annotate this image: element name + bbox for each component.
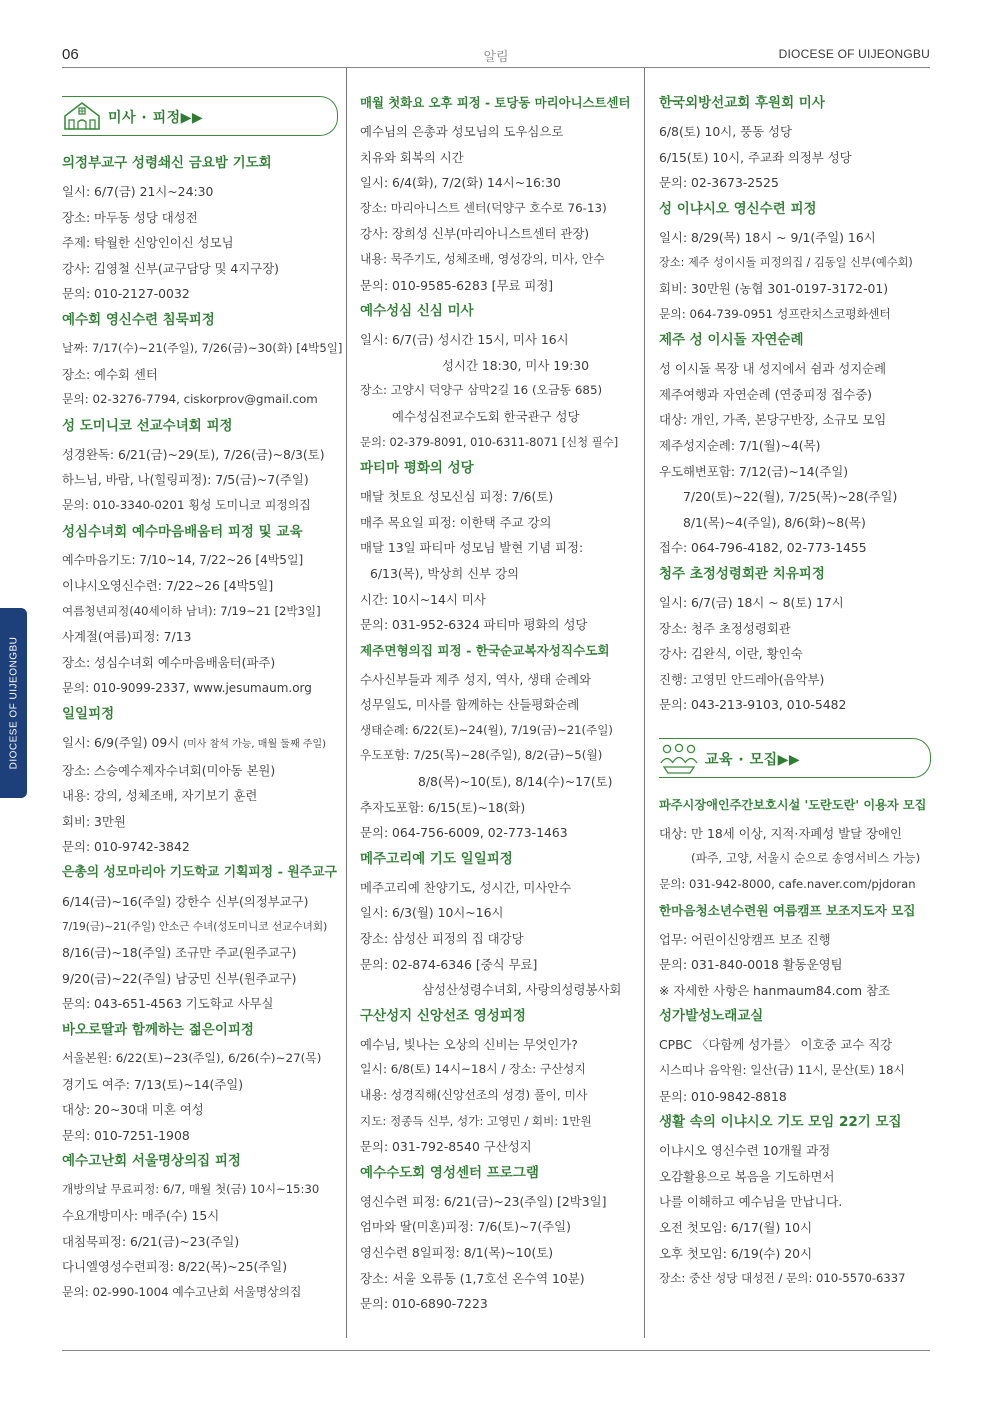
- notice-line: 오전 첫모임: 6/17(월) 10시: [659, 1220, 813, 1235]
- notice-item: [360, 848, 636, 1003]
- notice-line: 매달 13일 파티마 성모님 발현 기념 피정:: [360, 540, 584, 556]
- notice-line: 예수마음기도: 7/10~14, 7/22~26 [4박5일]: [62, 552, 304, 567]
- notice-line: 8/16(금)~18(주일) 조규만 주교(원주교구): [62, 945, 297, 961]
- notice-line: 문의: 02-379-8091, 010-6311-8071 [신청 필수]: [360, 434, 619, 449]
- notice-item: [659, 794, 931, 898]
- notice-line: (파주, 고양, 서울시 순으로 송영서비스 가능): [691, 851, 921, 866]
- notice-item: [62, 862, 338, 1017]
- notice-line: 6/13(목), 박상희 신부 강의: [370, 565, 520, 581]
- notice-line: 6/8(토) 10시, 풍동 성당: [659, 124, 792, 139]
- notice-line: 일시: 6/8(토) 14시~18시 / 장소: 구산성지: [360, 1062, 586, 1077]
- notice-title: 예수회 영신수련 침묵피정: [62, 311, 215, 328]
- notice-line: 문의: 031-942-8000, cafe.naver.com/pjdoran: [659, 877, 916, 892]
- notice-item: [62, 703, 338, 860]
- notice-line: 오후 첫모임: 6/19(수) 20시: [659, 1245, 813, 1261]
- notice-line: CPBC 〈다함께 성가를〉 이호중 교수 직강: [659, 1037, 893, 1053]
- notice-title: 예수수도회 영성센터 프로그램: [360, 1164, 539, 1181]
- notice-line: 내용: 강의, 성체조배, 자기보기 훈련: [62, 788, 258, 804]
- notice-line: 매달 첫토요 성모신심 피정: 7/6(토): [360, 489, 554, 505]
- notice-line: 문의: 010-7251-1908: [62, 1127, 190, 1143]
- notice-line: 매주 목요일 피정: 이한택 주교 강의: [360, 514, 552, 530]
- notice-line: 서울본원: 6/22(토)~23(주일), 6/26(수)~27(목): [62, 1051, 322, 1066]
- notice-line: 8/1(목)~4(주일), 8/6(화)~8(목): [683, 514, 866, 530]
- notice-line: 문의: 064-756-6009, 02-773-1463: [360, 825, 568, 841]
- column-1: [62, 96, 343, 1307]
- notice-line: 장소: 스승예수제자수녀회(미아동 본원): [62, 762, 276, 778]
- notice-line: 엄마와 딸(미혼)피정: 7/6(토)~7(주일): [360, 1219, 571, 1235]
- notice-line: 7/19(금)~21(주일) 안소근 수녀(성도미니코 선교수녀회): [62, 920, 328, 933]
- notice-line: 여름청년피정(40세이하 남녀): 7/19~21 [2박3일]: [62, 603, 321, 618]
- notice-title: 성심수녀회 예수마음배움터 피정 및 교육: [62, 523, 303, 540]
- notice-title: 제주면형의집 피정 - 한국순교복자성직수도회: [360, 642, 610, 658]
- notice-line: 일시: 8/29(목) 18시 ~ 9/1(주일) 16시: [659, 229, 876, 245]
- notice-line: 성경완독: 6/21(금)~29(토), 7/26(금)~8/3(토): [62, 446, 325, 462]
- notice-line: 날짜: 7/17(수)~21(주일), 7/26(금)~30(화) [4박5일]: [62, 340, 343, 355]
- notice-line: 강사: 김완식, 이란, 황인숙: [659, 646, 803, 662]
- notice-line: 생태순례: 6/22(토)~24(월), 7/19(금)~21(주일): [360, 722, 613, 737]
- notice-line: 장소: 고양시 덕양구 삼막2길 16 (오금동 685): [360, 383, 603, 398]
- notice-title: 성 이냐시오 영신수련 피정: [659, 200, 817, 217]
- notice-title: 매월 첫화요 오후 피정 - 토당동 마리아니스트센터: [360, 95, 631, 110]
- notice-line: 일시: 6/3(월) 10시~16시: [360, 905, 504, 921]
- notice-item: [659, 92, 931, 196]
- notice-line: 문의: 02-874-6346 [중식 무료]: [360, 956, 538, 972]
- notice-line: 강사: 김영철 신부(교구담당 및 4지구장): [62, 260, 280, 276]
- notice-line: 강사: 장희성 신부(마리아니스트센터 관장): [360, 226, 590, 242]
- notice-item: [360, 1162, 636, 1317]
- column-divider: [644, 68, 645, 1338]
- notice-line: 다니엘영성수련피정: 8/22(목)~25(주일): [62, 1259, 288, 1275]
- page-header: [62, 40, 930, 68]
- notice-item: [360, 92, 636, 298]
- footer-rule: [62, 1350, 930, 1351]
- notice-title: 예수성심 신심 미사: [360, 303, 474, 320]
- notice-line: 9/20(금)~22(주일) 남궁민 신부(원주교구): [62, 970, 297, 986]
- notice-item: [659, 198, 931, 327]
- notice-line: 오감활용으로 복음을 기도하면서: [659, 1168, 835, 1184]
- notice-line: 메주고리예 찬양기도, 성시간, 미사안수: [360, 879, 572, 895]
- notice-line: 성무일도, 미사를 함께하는 산들평화순례: [360, 697, 580, 713]
- notice-line: 내용: 묵주기도, 성체조배, 영성강의, 미사, 안수: [360, 251, 605, 266]
- notice-line: 문의: 010-9585-6283 [무료 피정]: [360, 277, 554, 293]
- notice-line: 일시: 6/4(화), 7/2(화) 14시~16:30: [360, 175, 561, 191]
- notice-line: 6/15(토) 10시, 주교좌 의정부 성당: [659, 149, 852, 165]
- notice-item: [360, 1005, 636, 1160]
- notice-title: 구산성지 신앙선조 영성피정: [360, 1007, 526, 1024]
- section-box-title: 교육 · 모집▶▶: [705, 751, 801, 768]
- notice-line: 접수: 064-796-4182, 02-773-1455: [659, 540, 867, 556]
- notice-title: 파티마 평화의 성당: [360, 460, 474, 477]
- notice-line: 장소: 예수회 센터: [62, 366, 158, 382]
- notice-line: 이냐시오영신수련: 7/22~26 [4박5일]: [62, 578, 274, 594]
- notice-line: 장소: 중산 성당 대성전 / 문의: 010-5570-6337: [659, 1271, 906, 1286]
- notice-line: 영신수련 8일피정: 8/1(목)~10(토): [360, 1244, 554, 1260]
- column-2: [360, 92, 636, 1319]
- header-rule: [62, 67, 930, 68]
- notice-title: 생활 속의 이냐시오 기도 모임 22기 모집: [659, 1114, 902, 1131]
- church-icon: [62, 99, 102, 133]
- notice-line: 문의: 010-6890-7223: [360, 1296, 488, 1312]
- section-box-mass-retreat: [62, 96, 338, 136]
- notice-line: 문의: 031-952-6324 파티마 평화의 성당: [360, 617, 588, 633]
- notice-line: 시간: 10시~14시 미사: [360, 591, 486, 607]
- notice-title: 의정부교구 성령쇄신 금요밤 기도회: [62, 155, 272, 171]
- notice-line: 문의: 031-792-8540 구산성지: [360, 1139, 532, 1155]
- notice-line: 진행: 고영민 안드레아(음악부): [659, 671, 825, 687]
- notice-title: 한마음청소년수련원 여름캠프 보조지도자 모집: [659, 902, 916, 918]
- notice-line: 제주성지순례: 7/1(월)~4(목): [659, 437, 821, 453]
- notice-line: 장소: 마리아니스트 센터(덕양구 호수로 76-13): [360, 200, 607, 215]
- notice-line: 문의: 02-3276-7794, ciskorprov@gmail.com: [62, 392, 318, 407]
- notice-title: 메주고리예 기도 일일피정: [360, 850, 513, 867]
- notice-line: 예수님의 은총과 성모님의 도우심으로: [360, 124, 564, 139]
- notice-title: 제주 성 이시돌 자연순례: [659, 332, 804, 349]
- notice-line: 문의: 064-739-0951 성프란치스코평화센터: [659, 306, 891, 321]
- notice-line: ※ 자세한 사항은 hanmaum84.com 참조: [659, 982, 890, 998]
- notice-line: 회비: 3만원: [62, 813, 126, 829]
- notice-title: 청주 초정성령회관 치유피정: [659, 565, 825, 582]
- notice-line: 수사신부들과 제주 성지, 역사, 생태 순례와: [360, 671, 592, 687]
- notice-title: 일일피정: [62, 706, 115, 723]
- section-box-education-recruit: [659, 738, 931, 778]
- notice-item: [360, 457, 636, 638]
- notice-line: 영신수련 피정: 6/21(금)~23(주일) [2박3일]: [360, 1193, 607, 1209]
- notice-title: 예수고난회 서울명상의집 피정: [62, 1153, 241, 1170]
- notice-line: 7/20(토)~22(월), 7/25(목)~28(주일): [683, 489, 898, 505]
- notice-line: 장소: 서울 오류동 (1,7호선 온수역 10분): [360, 1270, 585, 1286]
- notice-title: 성 도미니코 선교수녀회 피정: [62, 417, 233, 434]
- notice-line: 문의: 010-2127-0032: [62, 286, 190, 302]
- notice-item: [659, 900, 931, 1004]
- notice-item: [62, 309, 343, 413]
- notice-line: 6/14(금)~16(주일) 강한수 신부(의정부교구): [62, 894, 309, 910]
- side-tab-label: DIOCESE OF UIJEONGBU: [8, 636, 19, 770]
- notice-line: 제주여행과 자연순례 (연중피정 접수중): [659, 386, 872, 402]
- notice-line: 대상: 20~30대 미혼 여성: [62, 1102, 204, 1118]
- notice-line: 문의: 031-840-0018 활동운영팀: [659, 957, 843, 973]
- notice-line: 일시: 6/7(금) 18시 ~ 8(토) 17시: [659, 594, 844, 610]
- side-tab: [0, 608, 27, 798]
- notice-line: 장소: 삼성산 피정의 집 대강당: [360, 931, 524, 947]
- page-number: 06: [62, 46, 79, 63]
- column-divider: [346, 68, 347, 1338]
- notice-line: 대침묵피정: 6/21(금)~23(주일): [62, 1233, 240, 1249]
- notice-item: [659, 563, 931, 718]
- notice-line: 문의: 010-9742-3842: [62, 839, 190, 855]
- notice-line: 장소: 성심수녀회 예수마음배움터(파주): [62, 654, 276, 670]
- notice-line: 주제: 탁월한 신앙인이신 성모님: [62, 235, 234, 251]
- notice-line: 추자도포함: 6/15(토)~18(화): [360, 799, 526, 815]
- notice-line: 우도해변포함: 7/12(금)~14(주일): [659, 463, 849, 479]
- notice-item: [62, 1150, 338, 1305]
- notice-line: 수요개방미사: 매주(수) 15시: [62, 1208, 220, 1223]
- notice-item: [659, 1005, 931, 1109]
- notice-line: 삼성산성령수녀회, 사랑의성령봉사회: [422, 982, 622, 998]
- notice-item: [360, 640, 636, 846]
- group-icon: [659, 741, 699, 775]
- notice-line: 일시: 6/7(금) 성시간 15시, 미사 16시: [360, 332, 569, 348]
- notice-title: 은총의 성모마리아 기도학교 기획피정 - 원주교구: [62, 865, 337, 881]
- notice-item: [62, 1019, 338, 1148]
- notice-line: 개방의날 무료피정: 6/7, 매월 첫(금) 10시~15:30: [62, 1182, 320, 1197]
- notice-line: 성 이시돌 목장 내 성지에서 쉼과 성지순례: [659, 361, 887, 377]
- notice-line: 문의: 010-9099-2337, www.jesumaum.org: [62, 680, 312, 695]
- notice-line: 지도: 정종득 신부, 성가: 고영민 / 회비: 1만원: [360, 1113, 592, 1128]
- notice-title: 성가발성노래교실: [659, 1008, 764, 1025]
- notice-line: 이냐시오 영신수련 10개월 과정: [659, 1143, 831, 1159]
- publisher-name: DIOCESE OF UIJEONGBU: [778, 47, 930, 61]
- notice-line: 일시: 6/7(금) 21시~24:30: [62, 184, 214, 199]
- column-3: [659, 92, 931, 1294]
- notice-line: 경기도 여주: 7/13(토)~14(주일): [62, 1076, 244, 1092]
- notice-line: 성시간 18:30, 미사 19:30: [442, 357, 590, 373]
- notice-line: 장소: 마두동 성당 대성전: [62, 209, 198, 225]
- notice-line: 시스띠나 음악원: 일산(금) 11시, 문산(토) 18시: [659, 1063, 905, 1078]
- notice-line: 대상: 개인, 가족, 본당구반장, 소규모 모임: [659, 412, 887, 428]
- notice-line: 대상: 만 18세 이상, 지적·자폐성 발달 장애인: [659, 825, 902, 841]
- notice-title: 파주시장애인주간보호시설 '도란도란' 이용자 모집: [659, 797, 927, 812]
- notice-line: 업무: 어린이신앙캠프 보조 진행: [659, 931, 831, 947]
- notice-line: 내용: 성경직해(신앙선조의 성경) 풀이, 미사: [360, 1088, 588, 1102]
- notice-line: 장소: 청주 초정성령회관: [659, 620, 791, 636]
- notice-line: 장소: 제주 성이시돌 피정의집 / 김동일 신부(예수회): [659, 256, 913, 270]
- notice-item: [62, 521, 338, 702]
- notice-line: 예수성심전교수도회 한국관구 성당: [392, 408, 580, 424]
- notice-item: [62, 415, 338, 519]
- notice-line: 8/8(목)~10(토), 8/14(수)~17(토): [418, 774, 613, 790]
- notice-line: [62, 730, 338, 758]
- notice-line: 문의: 010-3340-0201 횡성 도미니코 피정의집: [62, 497, 311, 512]
- notice-line: 나를 이해하고 예수님을 만납니다.: [659, 1194, 843, 1210]
- notice-line: 문의: 043-651-4563 기도학교 사무실: [62, 996, 274, 1012]
- section-box-title: 미사 · 피정▶▶: [108, 110, 204, 126]
- notice-line: 하느님, 바람, 나(힐링피정): 7/5(금)~7(주일): [62, 472, 309, 488]
- notice-line: 사계절(여름)피정: 7/13: [62, 629, 192, 645]
- notice-title: 바오로딸과 함께하는 젊은이피정: [62, 1022, 254, 1039]
- notice-line: 문의: 010-9842-8818: [659, 1088, 787, 1104]
- notice-line: 문의: 02-990-1004 예수고난회 서울명상의집: [62, 1284, 302, 1299]
- notice-line-note: (미사 참석 가능, 매월 둘째 주일): [183, 739, 327, 751]
- notice-line: 치유와 회복의 시간: [360, 149, 464, 165]
- notice-line: 문의: 043-213-9103, 010-5482: [659, 697, 847, 713]
- notice-title: 한국외방선교회 후원회 미사: [659, 95, 825, 111]
- notice-line: 문의: 02-3673-2525: [659, 175, 779, 191]
- notice-item: [360, 300, 636, 455]
- notice-line-main: 일시: 6/9(주일) 09시: [62, 735, 184, 751]
- notice-line: 우도포함: 7/25(목)~28(주일), 8/2(금)~5(월): [360, 748, 603, 763]
- notice-line: 예수님, 빛나는 오상의 신비는 무엇인가?: [360, 1036, 578, 1052]
- notice-line: 회비: 30만원 (농협 301-0197-3172-01): [659, 280, 889, 296]
- notice-item: [659, 1111, 931, 1292]
- notice-item: [659, 329, 931, 561]
- notice-item: [62, 152, 338, 307]
- section-label: 알림: [483, 50, 509, 65]
